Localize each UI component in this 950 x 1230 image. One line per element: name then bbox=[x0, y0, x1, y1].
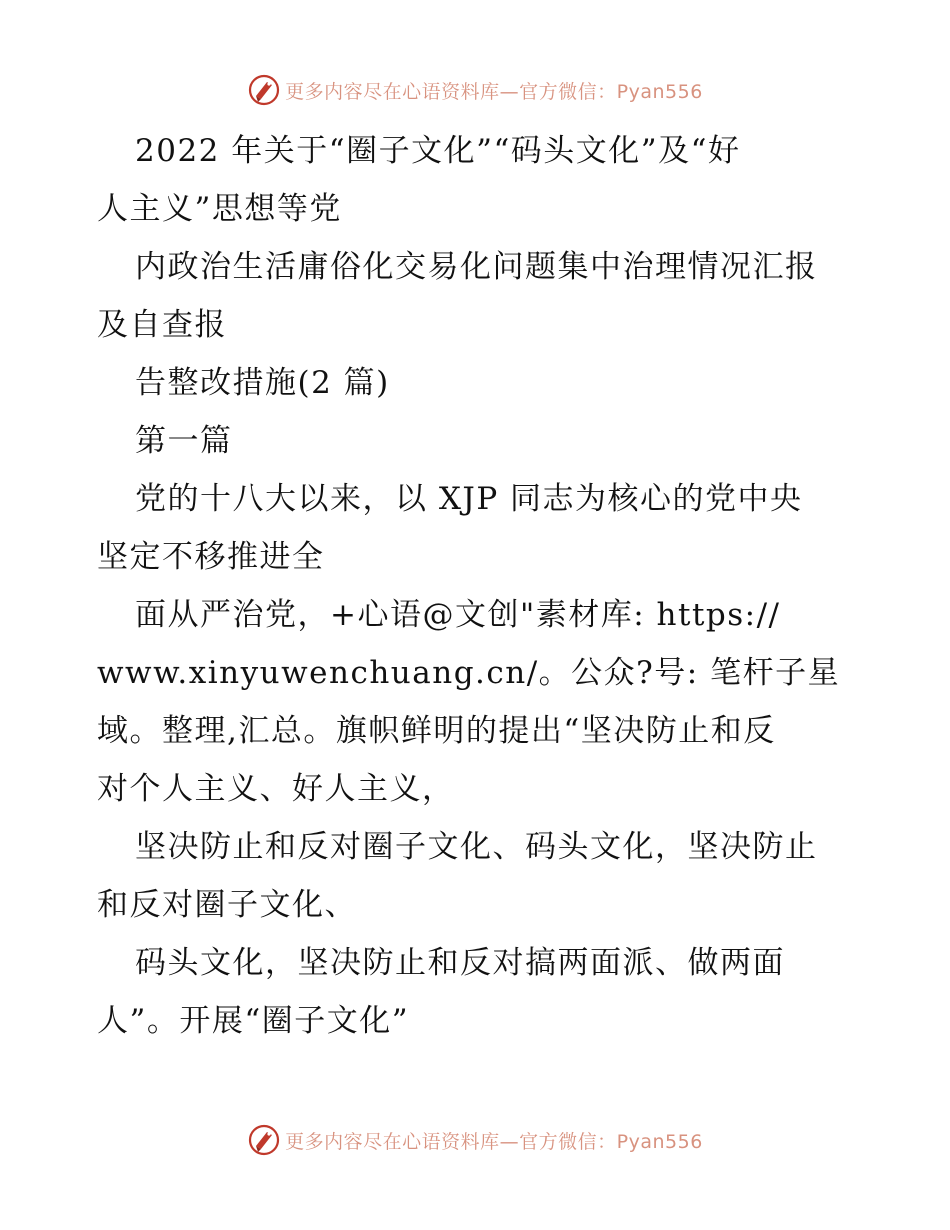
header-watermark-banner bbox=[0, 70, 950, 110]
paragraph-line: 码头文化，坚决防止和反对搞两面派、做两面 bbox=[135, 945, 785, 981]
paragraph-line: 党的十八大以来，以 XJP 同志为核心的党中央 bbox=[135, 481, 803, 517]
brand-logo-icon bbox=[247, 73, 281, 107]
paragraph-line: 域。整理,汇总。旗帜鲜明的提出“坚决防止和反 bbox=[97, 713, 776, 749]
title-line-1: 2022 年关于“圈子文化”“码头文化”及“好 bbox=[135, 133, 741, 169]
paragraph-line: www.xinyuwenchuang.cn/。公众?号: 笔杆子星 bbox=[97, 655, 841, 691]
footer-banner-text: 更多内容尽在心语资料库—官方微信：Pyan556 bbox=[285, 1130, 703, 1153]
title-line-2: 人主义”思想等党 bbox=[97, 191, 342, 227]
title-line-3: 内政治生活庸俗化交易化问题集中治理情况汇报 bbox=[135, 249, 818, 285]
title-line-5: 告整改措施(2 篇) bbox=[135, 365, 390, 401]
paragraph-line: 坚决防止和反对圈子文化、码头文化，坚决防止 bbox=[135, 829, 818, 865]
paragraph-line: 坚定不移推进全 bbox=[97, 539, 325, 575]
paragraph-line: 面从严治党，+心语@文创"素材库: https:// bbox=[135, 597, 781, 633]
document-body bbox=[97, 122, 857, 1050]
footer-watermark-banner bbox=[0, 1120, 950, 1160]
brand-logo-icon bbox=[247, 1123, 281, 1157]
section-heading: 第一篇 bbox=[135, 423, 233, 459]
title-line-4: 及自查报 bbox=[97, 307, 227, 343]
paragraph-line: 对个人主义、好人主义， bbox=[97, 771, 455, 807]
header-banner-text: 更多内容尽在心语资料库—官方微信：Pyan556 bbox=[285, 80, 703, 103]
paragraph-line: 和反对圈子文化、 bbox=[97, 887, 357, 923]
paragraph-line: 人”。开展“圈子文化” bbox=[97, 1003, 410, 1039]
